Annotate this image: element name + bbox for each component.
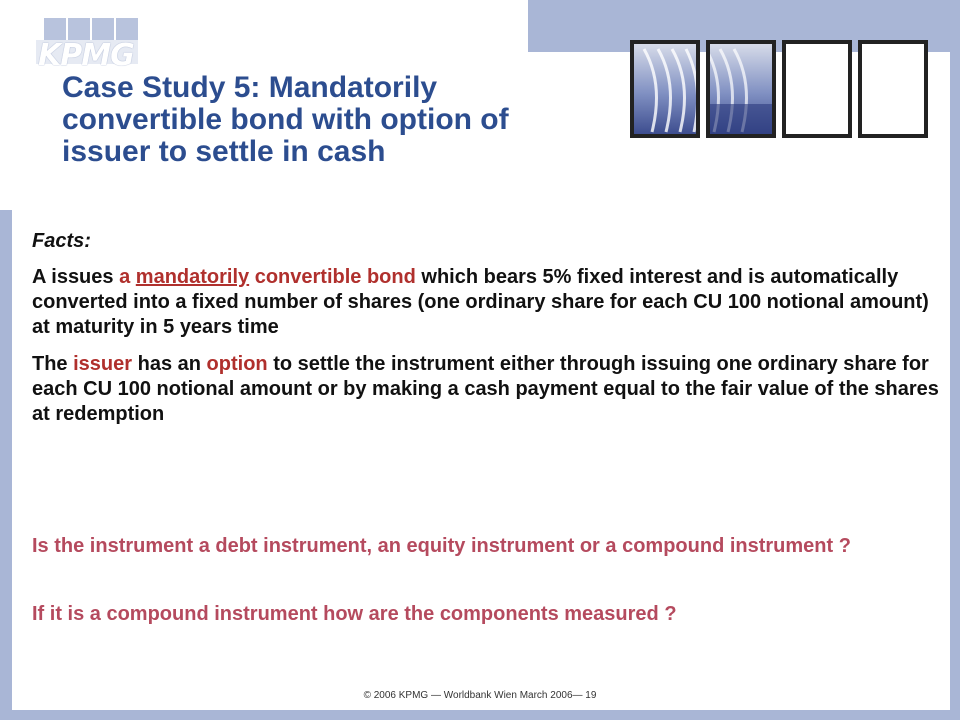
logo-text: KPMG (38, 38, 134, 73)
text-run: which bears 5% fixed interest and is automatically converted into a fixed number of shares (one ordinary share for each CU 100 notional amount) at maturity in 5 years time (32, 266, 929, 338)
photo-frame-3 (782, 40, 852, 138)
text-run-red: option (206, 353, 268, 375)
question-2: If it is a compound instrument how are the components measured ? (32, 603, 677, 625)
slide-body (32, 230, 942, 439)
frame-right (950, 0, 960, 720)
slide-footer: © 2006 KPMG — Worldbank Wien March 2006— 19 (363, 690, 597, 701)
question-1: Is the instrument a debt instrument, an equity instrument or a compound instrument ? (32, 535, 851, 557)
text-run: The (32, 353, 74, 375)
frame-bottom (0, 710, 960, 720)
photo-frame-4 (858, 40, 928, 138)
kpmg-logo (36, 18, 140, 73)
text-run: A issues (32, 266, 120, 288)
facts-paragraph-2 (32, 352, 942, 427)
photo-frame-1 (630, 40, 700, 138)
facts-paragraph-1 (32, 265, 942, 340)
facts-heading: Facts: (32, 230, 91, 252)
text-run: to settle the instrument either through issuing one ordinary share for each CU 100 notional amount or by making a cash payment equal to the fair value of the shares at redemption (32, 353, 939, 425)
text-run-red: a (119, 266, 136, 288)
photo-strip (630, 40, 928, 138)
slide-title: Case Study 5: Mandatorily convertible bond with option of issuer to settle in cash (62, 71, 509, 168)
text-run: has an (132, 353, 207, 375)
text-run-red: convertible bond (249, 266, 416, 288)
text-run-red-underlined: mandatorily (135, 266, 250, 288)
photo-frame-2 (706, 40, 776, 138)
frame-left (0, 210, 12, 720)
text-run-red: issuer (73, 353, 133, 375)
